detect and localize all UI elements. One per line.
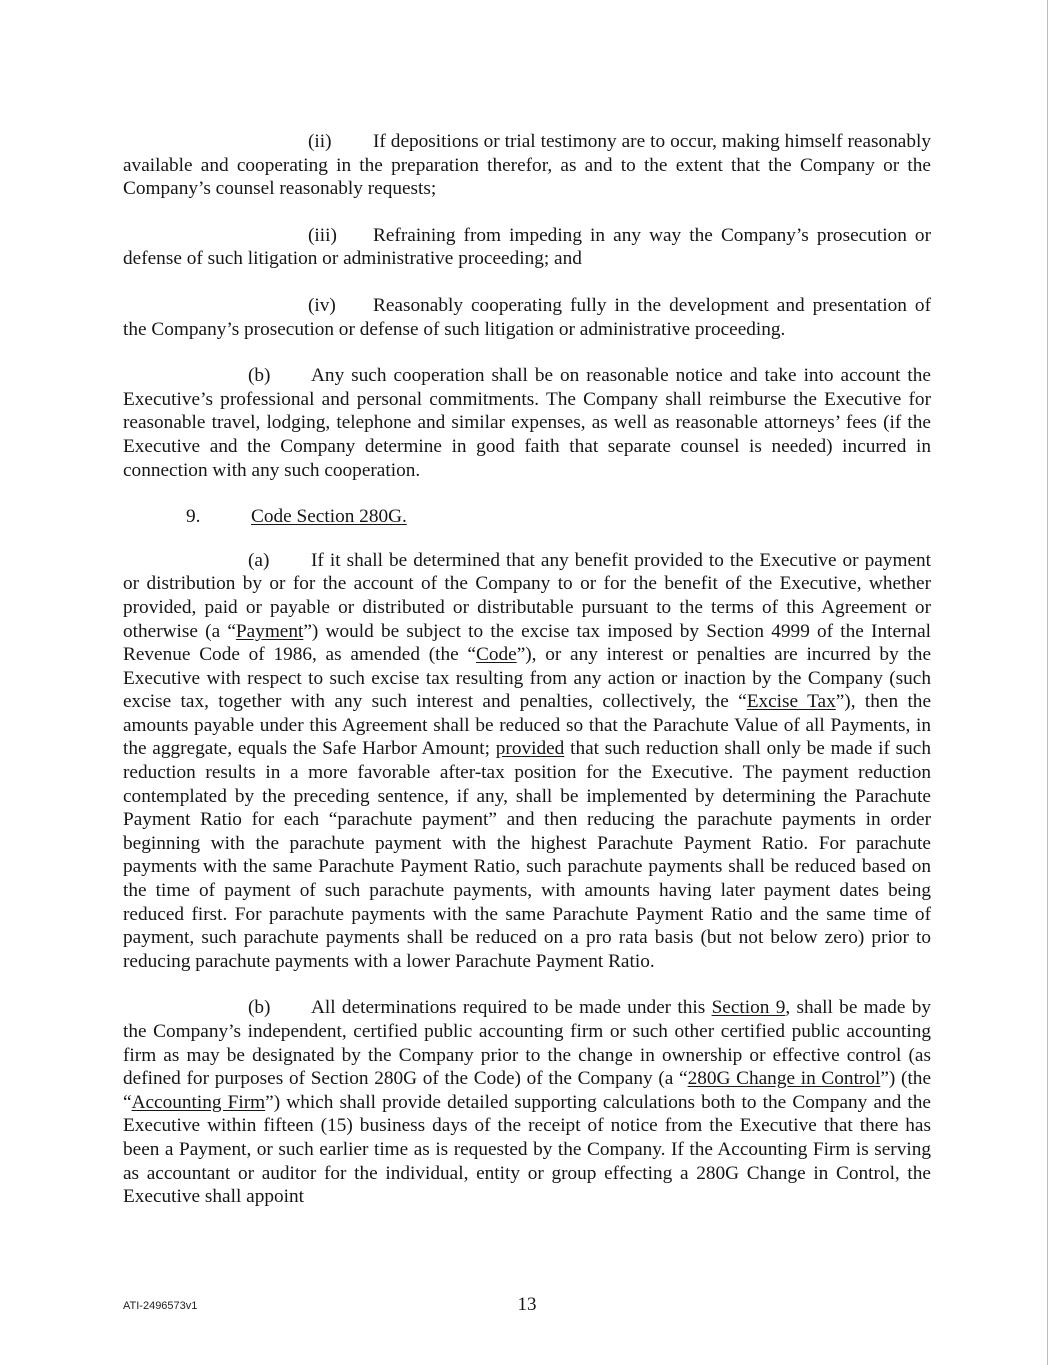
clause-9a-text-4: ”), then the amounts payable under this Agreement shall be reduced so that the Parachute Value of all Payments, in the aggregate, equals the Safe Harbor Amount; xyxy=(123,691,931,760)
clause-9b-text-1: All determinations required to be made under this xyxy=(311,997,712,1019)
clause-9b-label: (b) xyxy=(248,997,271,1019)
defined-term-code: Code xyxy=(475,644,517,666)
document-body xyxy=(123,130,931,1232)
clause-8b-label: (b) xyxy=(248,365,271,387)
clause-9b-text-4: ”) which shall provide detailed supporting calculations both to the Company and the Executive within fifteen (15) business days of the receipt of notice from the Executive that there has been a Payment, or such earlier time as is requested by the Company. If the Accounting Firm is serving as accountant or auditor for the individual, entity or group effecting a 280G Change in Control, the Executive shall appoint xyxy=(123,1091,931,1208)
clause-ii-text: If depositions or trial testimony are to occur, making himself reasonably available and cooperating in the preparation therefor, as and to the extent that the Company or the Company’s counsel reasonably requests; xyxy=(123,131,931,200)
section-9-heading xyxy=(123,505,931,529)
section-9-title: Code Section 280G. xyxy=(251,506,407,528)
clause-9a-text-3: ”), or any interest or penalties are incurred by the Executive with respect to such excise tax resulting from any action or inaction by the Company (such excise tax, together with any such interest and penalties, collectively, the “ xyxy=(123,644,932,713)
clause-9a-label: (a) xyxy=(248,549,270,571)
page-number: 13 xyxy=(517,1294,537,1315)
defined-term-280g-change-in-control: 280G Change in Control xyxy=(687,1068,881,1090)
clause-9b-text-3: ”) (the “ xyxy=(123,1068,931,1113)
clause-iii-text: Refraining from impeding in any way the Company’s prosecution or defense of such litigation or administrative proceeding; and xyxy=(123,224,931,270)
clause-9a-text-5: that such reduction shall only be made if such reduction results in a more favorable after-tax position for the Executive. The payment reduction contemplated by the preceding sentence, if any, shall be implemented by determining the Parachute Payment Ratio for each “parachute payment” and then reducing the parachute payments in order beginning with the parachute payment with the highest Parachute Payment Ratio. For parachute payments with the same Parachute Payment Ratio, such parachute payments shall be reduced based on the time of payment of such parachute payments, with amounts having later payment dates being reduced first. For parachute payments with the same Parachute Payment Ratio and the same time of payment, such parachute payments shall be reduced on a pro rata basis (but not below zero) prior to reducing parachute payments with a lower Parachute Payment Ratio. xyxy=(123,738,931,972)
clause-iii xyxy=(123,224,931,271)
clause-iv-text: Reasonably cooperating fully in the development and presentation of the Company’s prosecution or defense of such litigation or administrative proceeding. xyxy=(123,294,931,340)
clause-9b xyxy=(123,996,931,1208)
clause-9b-text-2: , shall be made by the Company’s independent, certified public accounting firm or such other certified public accounting firm as may be designated by the Company prior to the change in ownership or effective control (as defined for purposes of Section 280G of the Code) of the Company (a “ xyxy=(123,997,932,1090)
document-id: ATI-2496573v1 xyxy=(123,1300,198,1312)
defined-term-excise-tax: Excise Tax xyxy=(746,691,836,713)
clause-9a-text-1: If it shall be determined that any benefit provided to the Executive or payment or distribution by or for the account of the Company to or for the benefit of the Executive, whether provided, paid or payable or distributed or distributable pursuant to the terms of this Agreement or otherwise (a “ xyxy=(123,549,931,642)
term-provided: provided xyxy=(495,738,565,760)
clause-9a-text-2: ”) would be subject to the excise tax imposed by Section 4999 of the Internal Revenue Code of 1986, as amended (the “ xyxy=(123,620,931,666)
clause-iv-label: (iv) xyxy=(308,294,336,316)
section-9-reference: Section 9 xyxy=(711,997,786,1019)
defined-term-accounting-firm: Accounting Firm xyxy=(131,1091,266,1113)
clause-9a xyxy=(123,549,931,974)
clause-8b xyxy=(123,364,931,482)
section-9-number: 9. xyxy=(186,506,201,528)
defined-term-payment: Payment xyxy=(235,620,304,642)
clause-iv xyxy=(123,294,931,341)
page-edge-line xyxy=(1047,0,1048,1365)
clause-iii-label: (iii) xyxy=(308,224,337,246)
clause-8b-text: Any such cooperation shall be on reasonable notice and take into account the Executive’s professional and personal commitments. The Company shall reimburse the Executive for reasonable travel, lodging, telephone and similar expenses, as well as reasonable attorneys’ fees (if the Executive and the Company determine in good faith that separate counsel is needed) incurred in connection with any such cooperation. xyxy=(123,365,931,481)
clause-ii-label: (ii) xyxy=(308,131,332,152)
clause-ii xyxy=(123,130,931,201)
